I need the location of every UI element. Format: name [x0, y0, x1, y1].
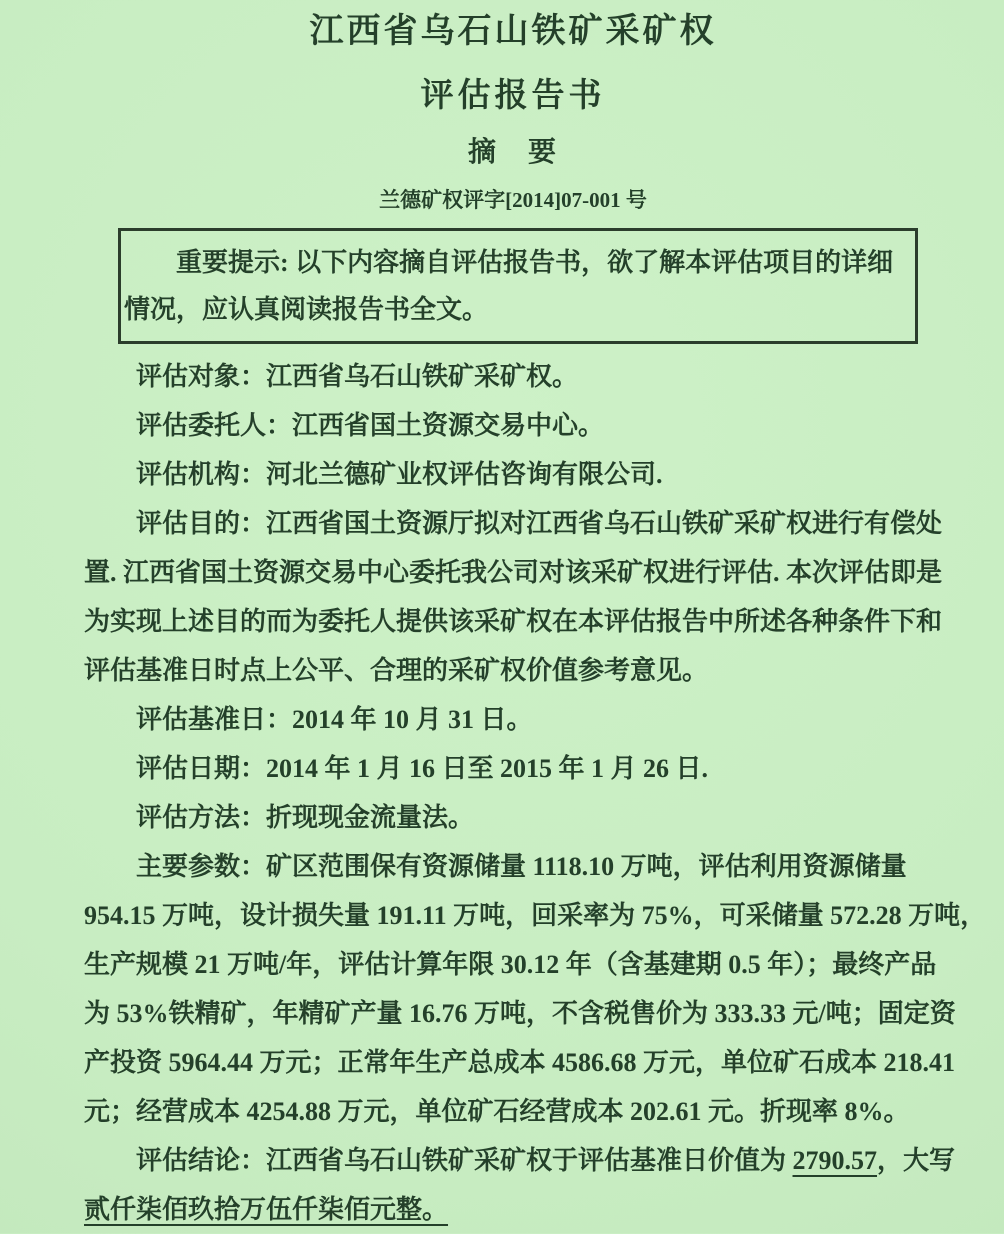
- paragraph-assessment-client: [84, 401, 942, 450]
- text-line: 评估基准日时点上公平、合理的采矿权价值参考意见。: [84, 656, 709, 685]
- text-line: 生产规模 21 万吨/年，评估计算年限 30.12 年（含基建期 0.5 年）；最终产品: [84, 950, 937, 979]
- paragraph-main-parameters: [84, 842, 987, 1136]
- report-body: [84, 352, 987, 1234]
- conclusion-line-2: [84, 1185, 942, 1234]
- text-line: 主要参数：矿区范围保有资源储量 1118.10 万吨，评估利用资源储量: [84, 852, 907, 881]
- paragraph-assessment-object: [84, 352, 942, 401]
- report-subtitle: 评估报告书: [420, 78, 606, 114]
- paragraph-conclusion: [84, 1136, 956, 1234]
- doc-number: 兰德矿权评字[2014]07-001 号: [379, 188, 647, 212]
- value-in-words: 贰仟柒佰玖拾万伍仟柒佰元整。: [84, 1195, 449, 1224]
- page-title: 江西省乌石山铁矿采矿权: [309, 13, 717, 50]
- summary-heading: 摘 要: [467, 137, 558, 168]
- assessed-value: 2790.57: [792, 1146, 878, 1175]
- conclusion-line-1: [84, 1136, 956, 1185]
- text-line: 置. 江西省国土资源交易中心委托我公司对该采矿权进行评估. 本次评估即是: [84, 558, 943, 587]
- paragraph-assessment-date: [84, 744, 942, 793]
- text-line: 954.15 万吨，设计损失量 191.11 万吨，回采率为 75%，可采储量 572.28 万吨，: [84, 901, 987, 930]
- text-line: 元；经营成本 4254.88 万元，单位矿石经营成本 202.61 元。折现率 8%。: [84, 1097, 910, 1126]
- text-line: 评估委托人：江西省国土资源交易中心。: [84, 411, 605, 440]
- text-line: 评估目的：江西省国土资源厅拟对江西省乌石山铁矿采矿权进行有偿处: [84, 509, 943, 538]
- paragraph-base-date: [84, 695, 942, 744]
- text-line: 重要提示: 以下内容摘自评估报告书，欲了解本评估项目的详细: [124, 248, 894, 277]
- text-line: 评估基准日：2014 年 10 月 31 日。: [84, 705, 533, 734]
- important-notice-box: [118, 228, 918, 344]
- text-line: 评估机构：河北兰德矿业权评估咨询有限公司.: [84, 460, 663, 489]
- text-line: 评估方法：折现现金流量法。: [84, 803, 475, 832]
- text-line: 评估对象：江西省乌石山铁矿采矿权。: [84, 362, 579, 391]
- text-line: 为 53%铁精矿，年精矿产量 16.76 万吨，不含税售价为 333.33 元/吨；固定资: [84, 999, 956, 1028]
- paragraph-assessment-agency: [84, 450, 942, 499]
- text-line: 产投资 5964.44 万元；正常年生产总成本 4586.68 万元，单位矿石成本 218.41: [84, 1048, 956, 1077]
- paragraph-assessment-method: [84, 793, 942, 842]
- text-line: 情况，应认真阅读报告书全文。: [124, 295, 489, 324]
- paragraph-assessment-purpose: [84, 499, 942, 695]
- conclusion-prefix: 评估结论：江西省乌石山铁矿采矿权于评估基准日价值为: [84, 1146, 793, 1175]
- conclusion-suffix: ，大写: [877, 1146, 956, 1175]
- text-line: 为实现上述目的而为委托人提供该采矿权在本评估报告中所述各种条件下和: [84, 607, 943, 636]
- text-line: 评估日期：2014 年 1 月 16 日至 2015 年 1 月 26 日.: [84, 754, 709, 783]
